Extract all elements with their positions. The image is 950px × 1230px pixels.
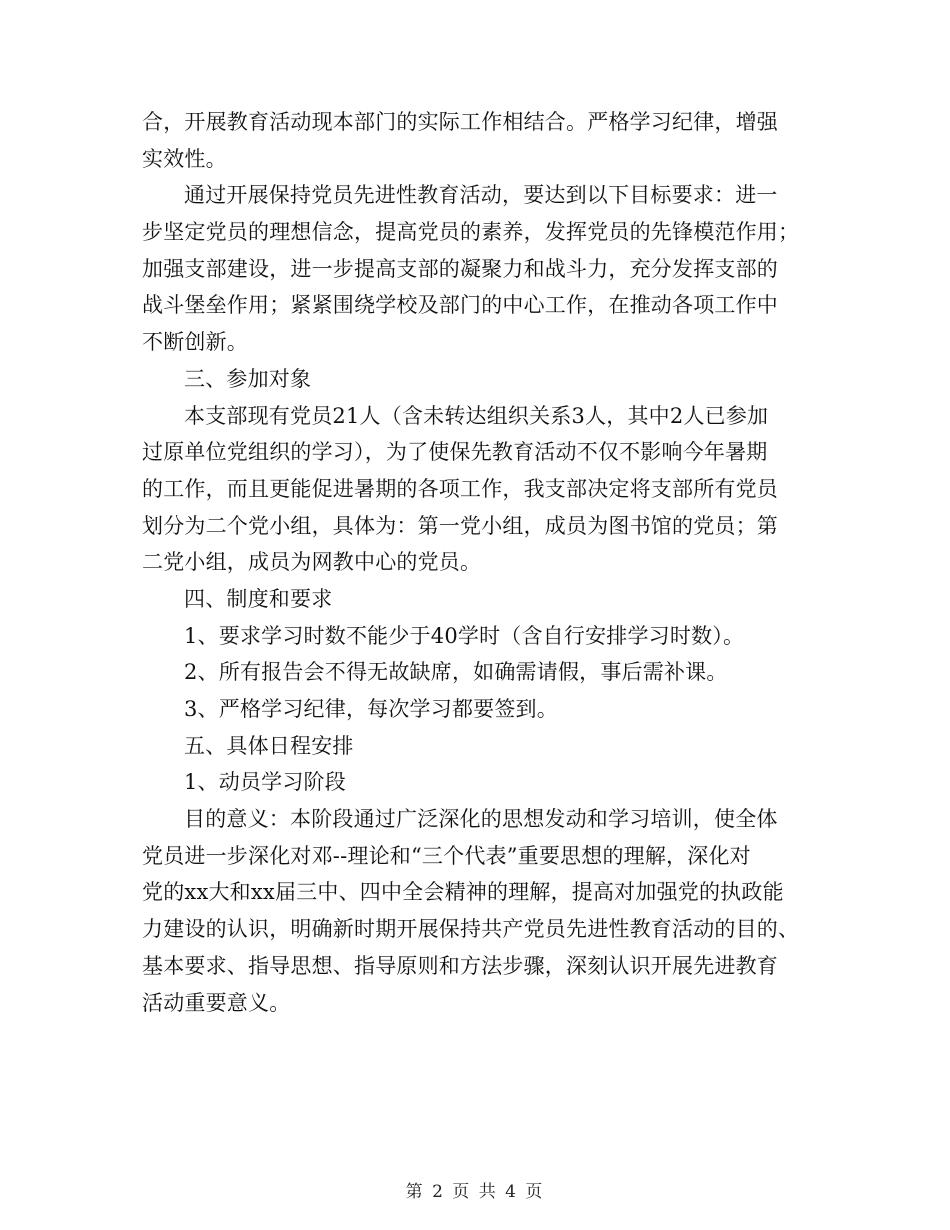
text-line: 二党小组，成员为网教中心的党员。 [142, 550, 482, 575]
text-line: 党的xx大和xx届三中、四中全会精神的理解，提高对加强党的执政能 [142, 880, 784, 905]
page-number-footer: 第 2 页 共 4 页 [405, 1182, 545, 1202]
paragraph-line: 通过开展保持党员先进性教育活动，要达到以下目标要求：进一 [184, 183, 778, 208]
list-item: 2、所有报告会不得无故缺席，如确需请假，事后需补课。 [184, 660, 728, 685]
list-item: 1、要求学习时数不能少于40学时（含自行安排学习时数）。 [184, 623, 745, 648]
text-line: 活动重要意义。 [142, 990, 291, 1015]
section-heading: 三、参加对象 [184, 366, 312, 391]
text-line: 基本要求、指导思想、指导原则和方法步骤，深刻认识开展先进教育 [142, 953, 778, 978]
text-line: 实效性。 [142, 146, 227, 171]
document-body [142, 104, 802, 1021]
section-heading: 五、具体日程安排 [184, 733, 354, 758]
text-line: 过原单位党组织的学习），为了使保先教育活动不仅不影响今年暑期 [142, 440, 768, 465]
text-line: 战斗堡垒作用；紧紧围绕学校及部门的中心工作，在推动各项工作中 [142, 293, 778, 318]
paragraph-line: 本支部现有党员21人（含未转达组织关系3人，其中2人已参加 [184, 403, 769, 428]
text-line: 的工作，而且更能促进暑期的各项工作，我支部决定将支部所有党员 [142, 476, 778, 501]
text-line: 步坚定党员的理想信念，提高党员的素养，发挥党员的先锋模范作用； [142, 220, 800, 245]
list-item: 3、严格学习纪律，每次学习都要签到。 [184, 697, 558, 721]
text-line: 党员进一步深化对邓--理论和“三个代表”重要思想的理解，深化对 [142, 843, 751, 868]
paragraph-line: 目的意义：本阶段通过广泛深化的思想发动和学习培训，使全体 [184, 807, 778, 832]
text-line: 合，开展教育活动现本部门的实际工作相结合。严格学习纪律，增强 [142, 110, 778, 134]
text-line: 加强支部建设，进一步提高支部的凝聚力和战斗力，充分发挥支部的 [142, 256, 778, 281]
text-line: 不断创新。 [142, 330, 248, 355]
subsection-heading: 1、动员学习阶段 [184, 770, 346, 795]
text-line: 力建设的认识，明确新时期开展保持共产党员先进性教育活动的目的、 [142, 917, 800, 942]
text-line: 划分为二个党小组，具体为：第一党小组，成员为图书馆的党员；第 [142, 513, 778, 538]
section-heading: 四、制度和要求 [184, 586, 333, 611]
